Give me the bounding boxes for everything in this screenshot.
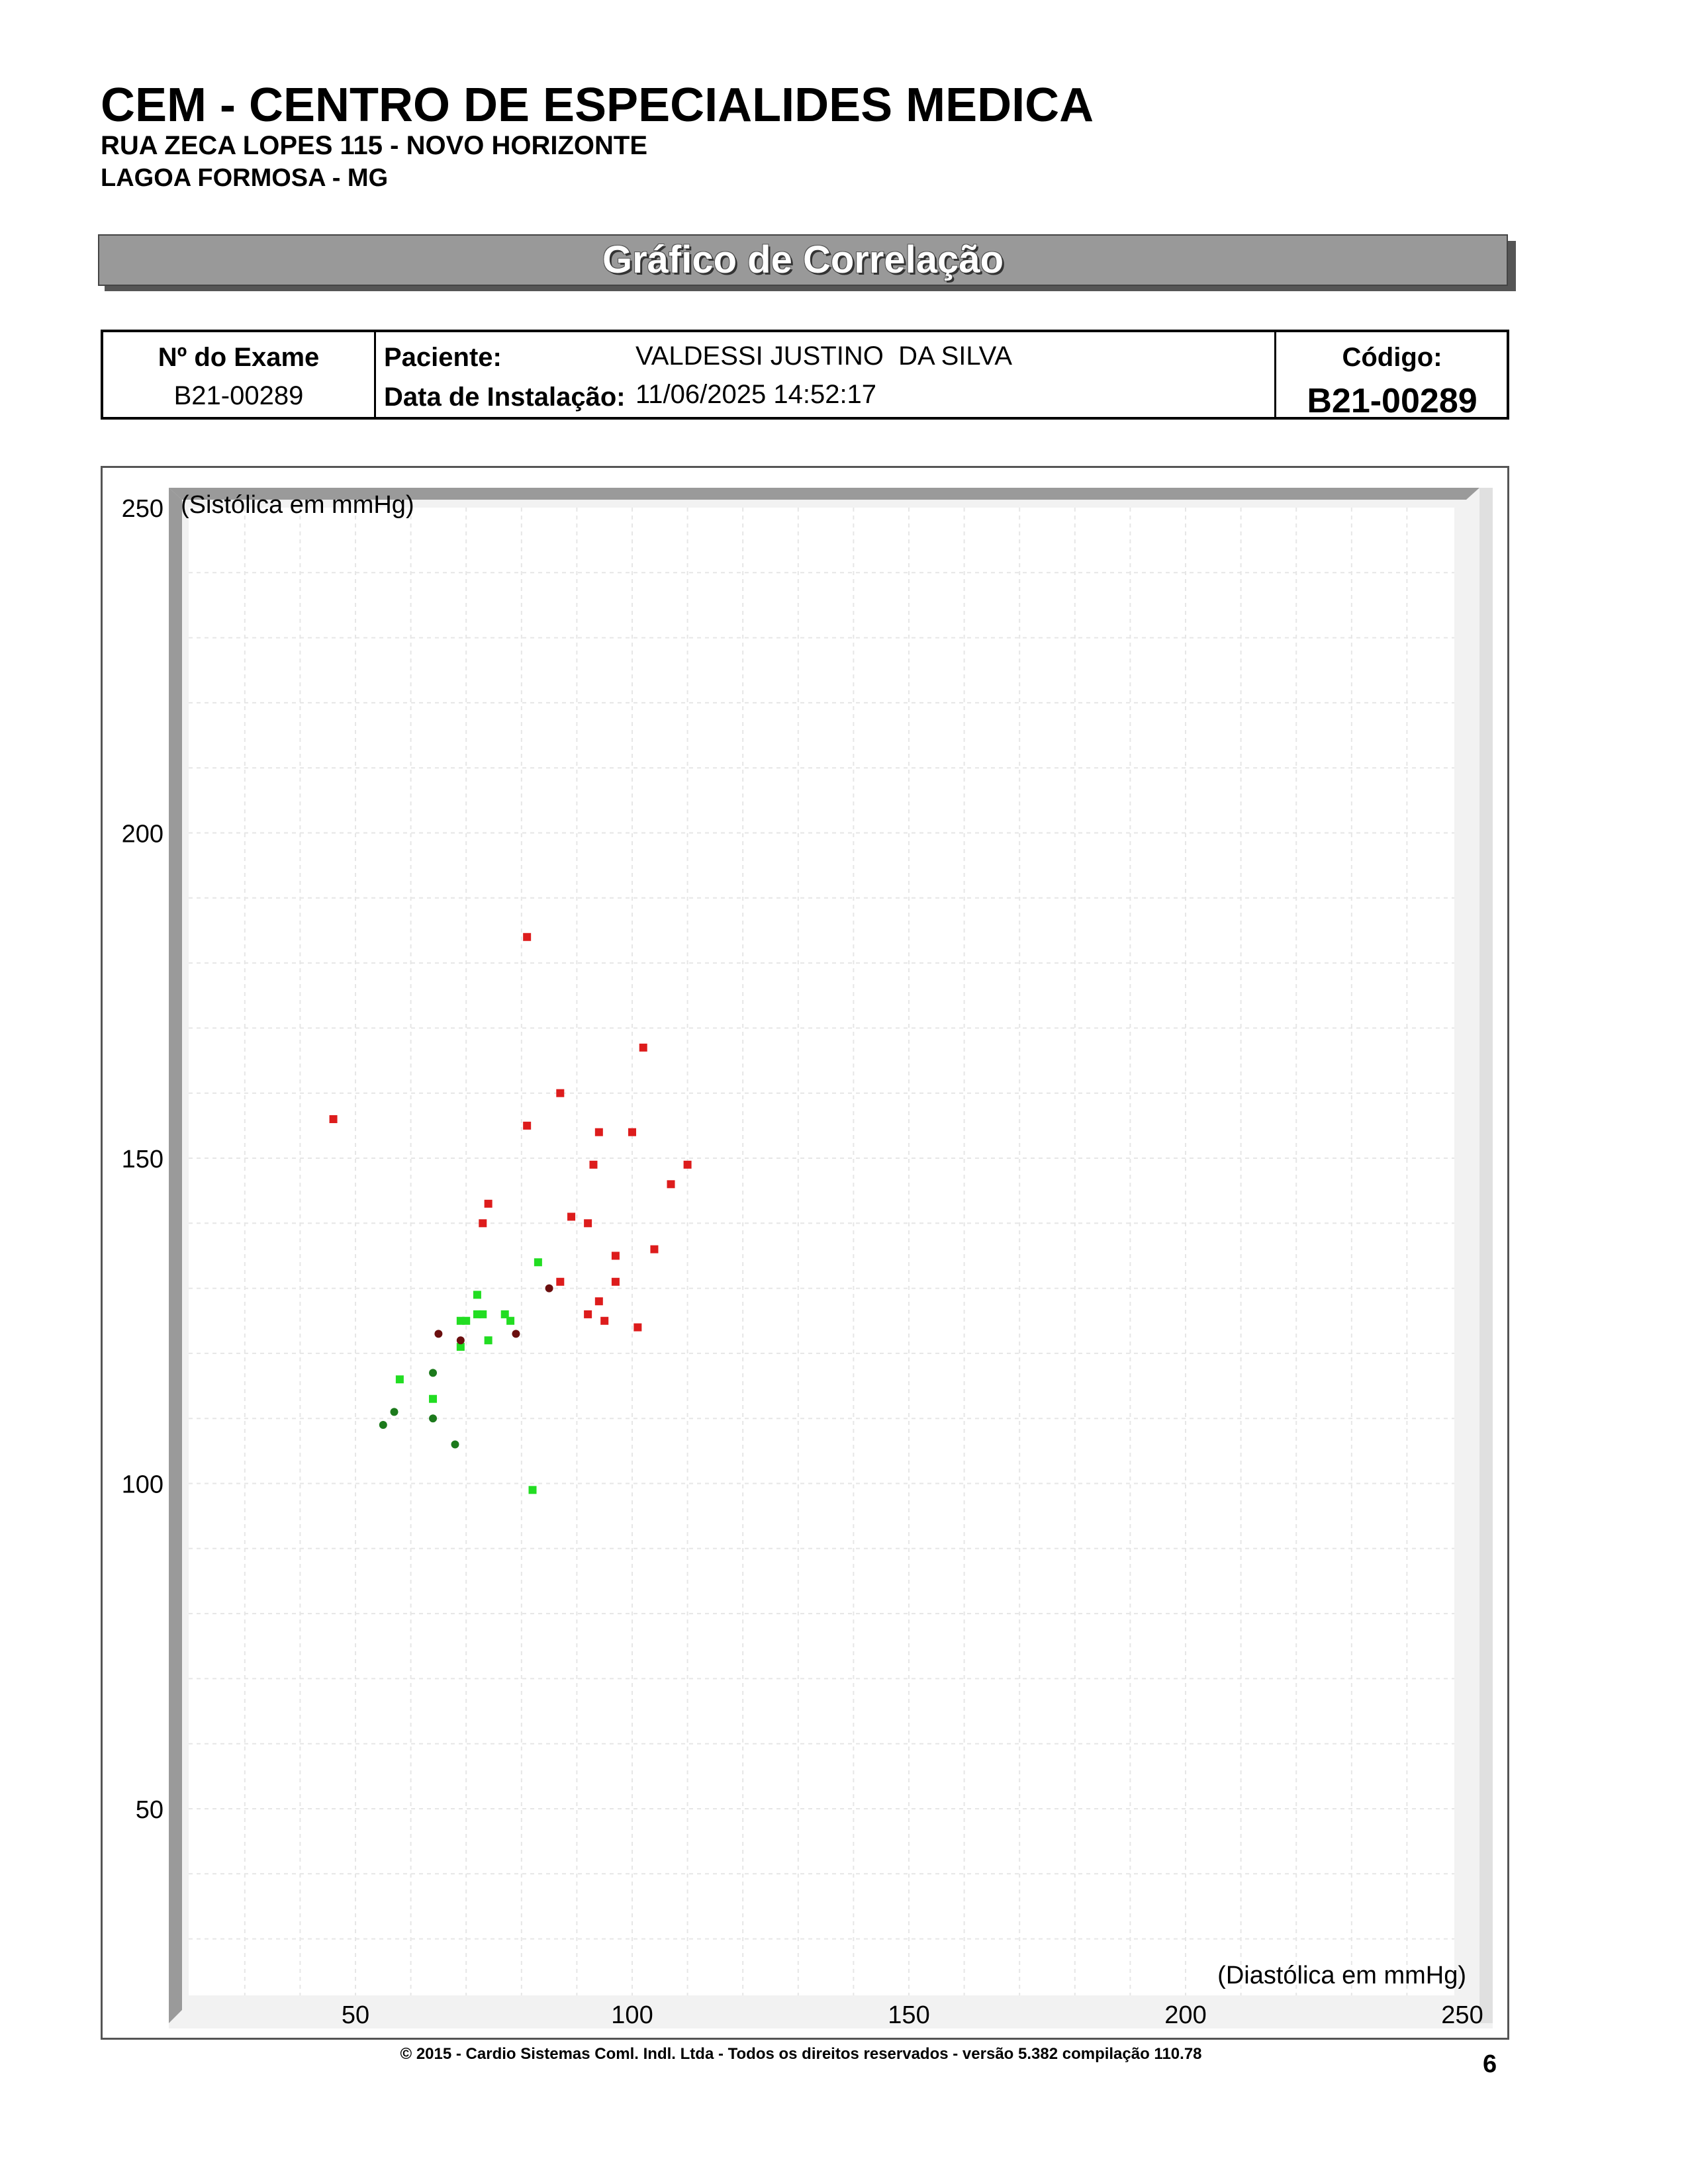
exam-number-cell [103,332,376,417]
plot-area [189,508,1454,1995]
data-point [506,1317,514,1325]
install-date-value: 11/06/2025 14:52:17 [635,380,877,409]
data-point [595,1297,603,1305]
data-point [545,1285,553,1293]
data-point [584,1310,592,1318]
data-point [330,1115,338,1123]
exam-number-value: B21-00289 [173,381,304,410]
data-point [567,1212,575,1220]
x-tick-label: 150 [888,2001,930,2029]
y-tick-label: 150 [121,1146,164,1173]
patient-cell [376,332,1276,417]
code-label: Código: [1342,343,1442,372]
data-point [556,1089,564,1097]
data-point [639,1044,647,1052]
bevel-right [1479,488,1493,2023]
y-tick-label: 250 [121,495,164,523]
exam-info-table [101,330,1509,420]
data-point [451,1441,459,1449]
copyright-footer: © 2015 - Cardio Sistemas Coml. Indl. Ltda - Todos os direitos reservados - versão 5.382 compilação 110.78 [400,2045,1202,2063]
data-point [589,1161,597,1169]
clinic-city: LAGOA FORMOSA - MG [101,164,389,192]
data-point [462,1317,470,1325]
data-point [595,1128,603,1136]
code-cell [1276,332,1508,420]
patient-name: VALDESSI JUSTINO DA SILVA [635,341,1013,371]
data-point [612,1251,620,1259]
data-point [667,1180,675,1188]
data-point [523,933,531,941]
data-point [457,1336,465,1344]
report-title: Gráfico de Correlação [602,238,1004,281]
data-point [429,1395,437,1403]
data-point [479,1219,487,1227]
data-point [684,1161,692,1169]
data-point [434,1330,442,1338]
data-point [529,1486,537,1494]
x-tick-label: 250 [1441,2001,1483,2029]
clinic-name: CEM - CENTRO DE ESPECIALIDES MEDICA [101,79,1094,132]
x-tick-label: 100 [611,2001,653,2029]
chart-frame [101,466,1509,2040]
data-point [556,1278,564,1286]
patient-label: Paciente: [384,343,502,372]
data-point [612,1278,620,1286]
data-point [600,1317,608,1325]
data-point [379,1421,387,1429]
data-point [534,1258,542,1266]
page-number: 6 [1483,2050,1497,2078]
x-axis-label: (Diastólica em mmHg) [1217,1962,1466,1989]
x-tick-label: 50 [341,2001,370,2029]
data-point [485,1336,492,1344]
y-tick-label: 200 [121,820,164,848]
data-point [429,1369,437,1377]
data-point [650,1246,658,1253]
y-tick-label: 50 [135,1796,164,1824]
data-point [479,1310,487,1318]
data-point [473,1291,481,1298]
data-point [633,1324,641,1332]
clinic-address: RUA ZECA LOPES 115 - NOVO HORIZONTE [101,131,648,160]
data-point [512,1330,520,1338]
data-point [523,1122,531,1130]
exam-number-label: Nº do Exame [158,343,320,372]
data-point [391,1408,399,1416]
data-point [396,1375,404,1383]
data-point [485,1200,492,1208]
y-axis-label: (Sistólica em mmHg) [181,491,414,519]
bevel-left [169,488,182,2023]
data-point [628,1128,636,1136]
correlation-chart [103,468,1507,2038]
chart-bevel [169,488,1493,2028]
code-value: B21-00289 [1307,382,1477,420]
y-tick-label: 100 [121,1471,164,1499]
data-point [584,1219,592,1227]
install-date-label: Data de Instalação: [384,383,626,412]
data-point [429,1414,437,1422]
x-tick-label: 200 [1164,2001,1207,2029]
